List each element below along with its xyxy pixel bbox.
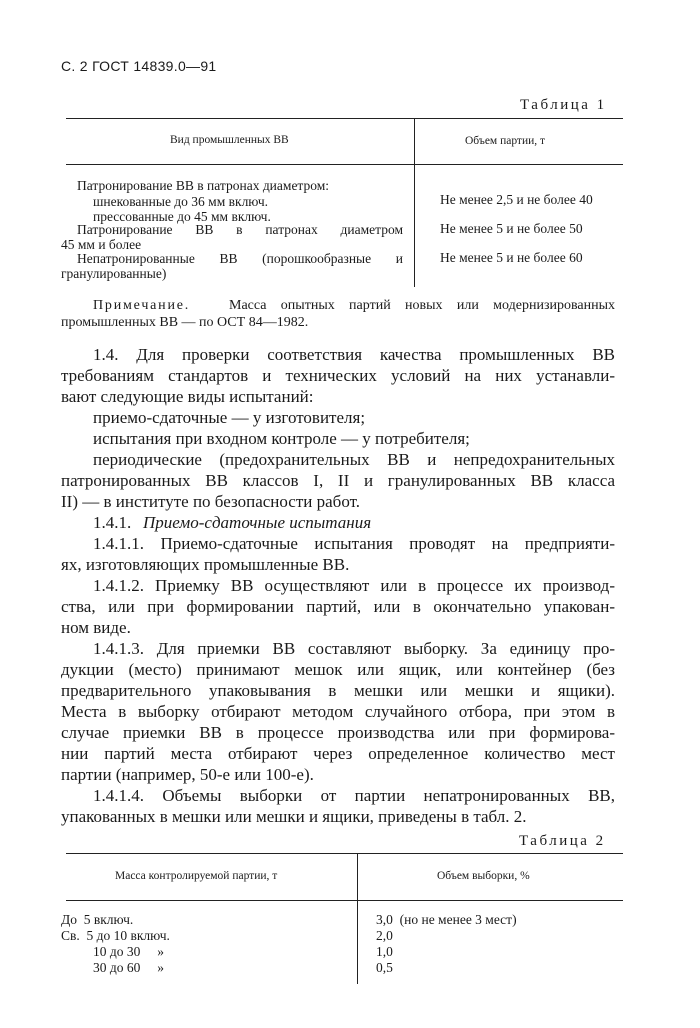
table1-note-line1: Масса опытных партий новых или модернизированных: [229, 298, 615, 313]
table2-header-rule: [66, 900, 623, 901]
table2-row-mass: До 5 включ.: [61, 912, 134, 927]
table1-row1-value: Не менее 2,5 и не более 40: [440, 192, 593, 207]
table2-row-mass: 30 до 60 »: [93, 960, 164, 975]
table2-col-header-mass: Масса контролируемой партии, т: [115, 870, 278, 882]
section-1-4-1-4-line: упакованных в мешки или мешки и ящики, приведены в табл. 2.: [61, 807, 527, 826]
section-1-4-1-2-line: 1.4.1.2. Приемку ВВ осуществляют или в процессе их производ-: [93, 576, 615, 595]
table1-note-label: Примечание.: [93, 298, 191, 313]
table2-row-sample: 2,0: [376, 928, 393, 943]
section-1-4-line: требованиям стандартов и технических условий на них устанавли-: [61, 366, 615, 385]
section-1-4-1-1-line: 1.4.1.1. Приемо-сдаточные испытания проводят на предприяти-: [93, 534, 615, 553]
table1-row3-value: Не менее 5 и не более 60: [440, 250, 583, 265]
table1-row2-value: Не менее 5 и не более 50: [440, 221, 583, 236]
section-1-4-1-title: Приемо-сдаточные испытания: [143, 513, 372, 532]
section-1-4-1-3-line: случае приемки ВВ в процессе производства или при формирова-: [61, 723, 615, 742]
table1-row3-line2: гранулированные): [61, 266, 167, 281]
section-1-4-1-3-line: нии партий места отбирают через определенное количество мест: [61, 744, 615, 763]
section-1-4-1-4-line: 1.4.1.4. Объемы выборки от партии непатронированных ВВ,: [93, 786, 615, 805]
section-1-4-1-1-line: ях, изготовляющих промышленные ВВ.: [61, 555, 350, 574]
section-1-4-line: вают следующие виды испытаний:: [61, 387, 314, 406]
table1-header-rule: [66, 164, 623, 165]
table1-row2-line2: 45 мм и более: [61, 237, 142, 252]
table1-col-header-volume: Объем партии, т: [465, 135, 546, 147]
table1-col-header-type: Вид промышленных ВВ: [170, 134, 289, 146]
table2-row-mass: 10 до 30 »: [93, 944, 164, 959]
table1-note-line2: промышленных ВВ — по ОСТ 84—1982.: [61, 315, 309, 330]
table1-row1-line1: Патронирование ВВ в патронах диаметром:: [77, 178, 330, 193]
table1-row2-line1: Патронирование ВВ в патронах диаметром: [77, 222, 403, 237]
page-header: С. 2 ГОСТ 14839.0—91: [61, 58, 217, 74]
section-1-4-line: испытания при входном контроле — у потребителя;: [93, 429, 470, 448]
section-1-4-1-number: 1.4.1.: [93, 513, 132, 532]
table2-row-mass: Св. 5 до 10 включ.: [61, 928, 170, 943]
table1-row3-line1: Непатронированные ВВ (порошкообразные и: [77, 251, 403, 266]
section-1-4-line: патронированных ВВ классов I, II и гранулированных ВВ класса: [61, 471, 615, 490]
table1-column-divider: [414, 119, 415, 287]
table1-row1-line2: шнекованные до 36 мм включ.: [93, 194, 269, 209]
table1-caption: Таблица 1: [520, 97, 607, 113]
table2-top-rule: [66, 853, 623, 854]
section-1-4-1-3-line: партии (например, 50-е или 100-е).: [61, 765, 314, 784]
section-1-4-line: II) — в институте по безопасности работ.: [61, 492, 361, 511]
section-1-4-line: приемо-сдаточные — у изготовителя;: [93, 408, 366, 427]
section-1-4-1-3-line: предварительного упаковывания в мешки или мешки и ящики).: [61, 681, 615, 700]
table2-row-sample: 0,5: [376, 960, 393, 975]
table2-row-sample: 3,0 (но не менее 3 мест): [376, 912, 517, 927]
table2-caption: Таблица 2: [519, 833, 606, 849]
section-1-4-1-3-line: 1.4.1.3. Для приемки ВВ составляют выборку. За единицу про-: [93, 639, 615, 658]
section-1-4-line: 1.4. Для проверки соответствия качества промышленных ВВ: [93, 345, 615, 364]
section-1-4-1-2-line: ства, или при формировании партий, или в окончательно упакован-: [61, 597, 615, 616]
section-1-4-1-3-line: дукции (место) принимают мешок или ящик, или контейнер (без: [61, 660, 615, 679]
table2-column-divider: [357, 854, 358, 984]
section-1-4-1-2-line: ном виде.: [61, 618, 131, 637]
table1-row1-line3: прессованные до 45 мм включ.: [93, 209, 271, 224]
section-1-4-1-3-line: Места в выборку отбирают методом случайного отбора, при этом в: [61, 702, 615, 721]
section-1-4-line: периодические (предохранительных ВВ и непредохранительных: [93, 450, 615, 469]
table2-col-header-sample: Объем выборки, %: [437, 870, 530, 882]
table2-row-sample: 1,0: [376, 944, 393, 959]
table1-top-rule: [66, 118, 623, 119]
